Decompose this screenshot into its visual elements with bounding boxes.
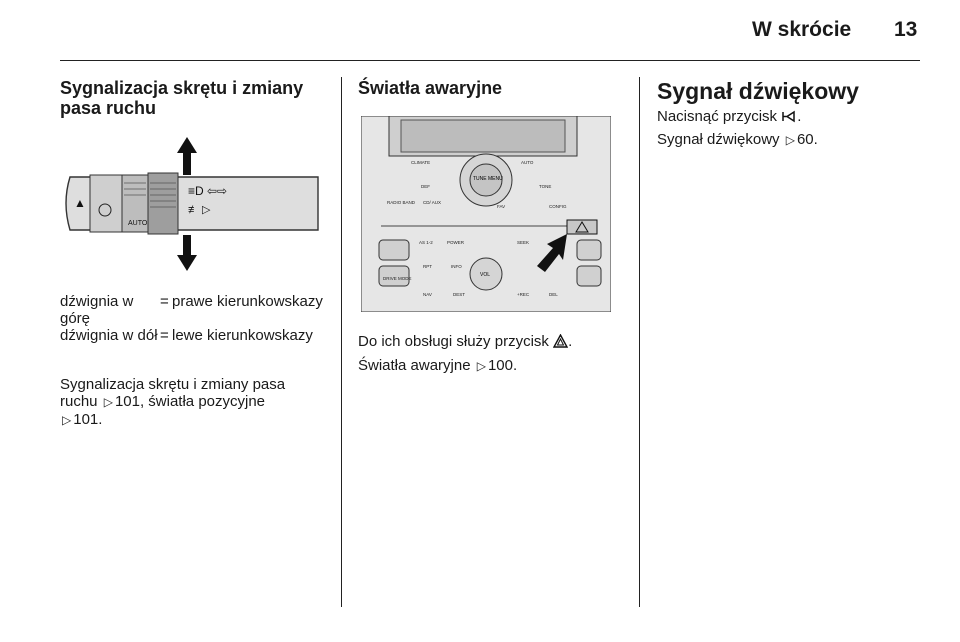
svg-text:NAV: NAV — [423, 292, 432, 297]
turn-signal-definitions — [60, 293, 330, 344]
reference-arrow-icon: ▷ — [785, 133, 795, 147]
svg-text:DEF: DEF — [421, 184, 430, 189]
reference-arrow-icon: ▷ — [103, 395, 113, 409]
svg-text:TUNE MENU: TUNE MENU — [473, 176, 503, 182]
svg-text:CLIMATE: CLIMATE — [411, 160, 431, 165]
reference-link[interactable]: 101, światła pozycyjne — [114, 393, 266, 410]
svg-text:+REC: +REC — [517, 292, 530, 297]
svg-text:RADIO BAND: RADIO BAND — [387, 200, 416, 205]
svg-text:DRIVE MODE: DRIVE MODE — [383, 276, 412, 281]
hazard-instruction: Do ich obsługi służy przycisk . — [358, 333, 573, 350]
svg-text:TONE: TONE — [539, 184, 552, 189]
hazard-lights-section-title: Światła awaryjne — [358, 78, 503, 98]
turn-signal-section-title: Sygnalizacja skrętu i zmiany pasa ruchu — [60, 78, 304, 118]
reference-arrow-icon: ▷ — [476, 359, 486, 373]
arrow-up-icon — [177, 137, 197, 175]
reference-link[interactable]: 101. — [73, 411, 103, 428]
definition-row: dźwignia w górę = prawe kierunkowskazy — [60, 293, 323, 327]
svg-text:AUTO: AUTO — [128, 220, 148, 227]
svg-text:VOL: VOL — [480, 272, 491, 278]
horn-icon — [781, 110, 797, 123]
turn-signal-paragraph: Sygnalizacja skrętu i zmiany pasa ruchu ▷ 101, światła pozycyjne ▷ 101. — [60, 376, 286, 428]
hazard-reference: Światła awaryjne ▷ 100. — [358, 357, 518, 374]
page-number: 13 — [894, 18, 918, 41]
svg-text:AS 1-2: AS 1-2 — [419, 240, 433, 245]
svg-text:DEL: DEL — [549, 292, 558, 297]
svg-text:▲: ▲ — [74, 196, 86, 210]
horn-section-title: Sygnał dźwiękowy — [657, 78, 859, 104]
svg-text:INFO: INFO — [451, 264, 462, 269]
hazard-triangle-icon — [553, 334, 568, 348]
turn-signal-lever-illustration — [60, 135, 322, 275]
arrow-down-icon — [177, 235, 197, 271]
svg-text:AUTO: AUTO — [521, 160, 534, 165]
column-divider-2 — [639, 77, 640, 607]
svg-text:≢ ▷: ≢ ▷ — [188, 204, 211, 216]
svg-text:CD/ AUX: CD/ AUX — [423, 200, 442, 205]
center-console-illustration — [361, 116, 611, 312]
header-title: W skrócie — [752, 18, 852, 41]
horn-instruction: Nacisnąć przycisk . — [657, 108, 802, 125]
column-divider-1 — [341, 77, 342, 607]
reference-link[interactable]: 60. — [796, 131, 818, 148]
horn-reference: Sygnał dźwiękowy ▷ 60. — [657, 131, 818, 148]
reference-arrow-icon: ▷ — [62, 413, 72, 427]
svg-text:CONFIG: CONFIG — [549, 204, 567, 209]
reference-link[interactable]: 100. — [487, 357, 518, 374]
svg-text:SEEK: SEEK — [517, 240, 530, 245]
svg-text:POWER: POWER — [447, 240, 465, 245]
svg-text:FAV: FAV — [497, 204, 506, 209]
header-rule — [60, 60, 920, 61]
svg-text:RPT: RPT — [423, 264, 432, 269]
svg-text:DEST: DEST — [453, 292, 466, 297]
definition-row: dźwignia w dół = lewe kierunkowskazy — [60, 327, 313, 344]
svg-text:≡D ⇦⇨: ≡D ⇦⇨ — [188, 184, 228, 198]
